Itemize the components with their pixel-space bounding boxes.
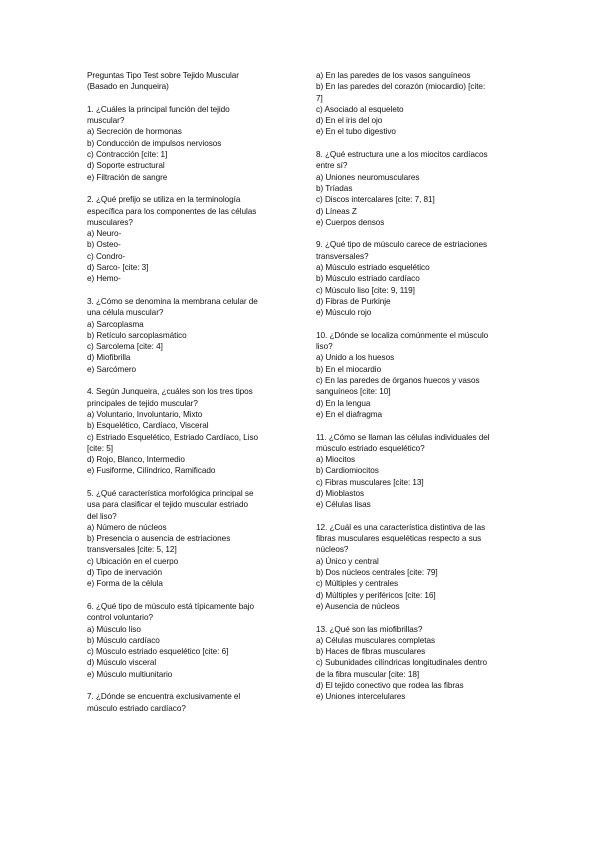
right-column-spacer bbox=[316, 612, 516, 623]
right-column-text-line: e) Músculo rojo bbox=[316, 308, 372, 318]
left-column-spacer bbox=[87, 285, 309, 296]
left-column-text-line: b) Osteo- bbox=[87, 240, 121, 250]
left-column-text-line: c) Sarcolema [cite: 4] bbox=[87, 342, 163, 352]
right-column-text-line: d) Mioblastos bbox=[316, 488, 365, 498]
left-column-spacer bbox=[87, 183, 309, 194]
right-column-spacer bbox=[316, 420, 516, 431]
left-column-spacer bbox=[87, 680, 309, 691]
left-column-text-line: b) Retículo sarcoplasmático bbox=[87, 330, 187, 340]
left-column-text-line: d) Sarco- [cite: 3] bbox=[87, 263, 149, 273]
left-column-text-line: c) Contracción [cite: 1] bbox=[87, 150, 168, 160]
left-column-text-line: 5. ¿Qué característica morfológica principal se bbox=[87, 488, 254, 498]
right-column-text-line: e) Cuerpos densos bbox=[316, 217, 385, 227]
right-column-text-line: d) En el iris del ojo bbox=[316, 116, 383, 126]
left-column-text-line: e) Forma de la célula bbox=[87, 579, 163, 589]
left-column-text-line: d) Miofibrilla bbox=[87, 353, 131, 363]
left-column bbox=[87, 70, 309, 714]
right-column-text-line: c) Discos intercalares [cite: 7, 81] bbox=[316, 195, 435, 205]
right-column-text-line: d) El tejido conectivo que rodea las fibras bbox=[316, 681, 464, 691]
left-column-text-line: a) Músculo liso bbox=[87, 624, 141, 634]
left-column-spacer bbox=[87, 590, 309, 601]
right-column-text-line: fibras musculares esqueléticas respecto a sus bbox=[316, 534, 482, 544]
left-column-text-line: c) Estriado Esquelético, Estriado Cardíaco, Liso bbox=[87, 432, 258, 442]
right-column-text-line: b) Haces de fibras musculares bbox=[316, 647, 426, 657]
right-column-text-line: b) Músculo estriado cardíaco bbox=[316, 274, 420, 284]
left-column-text-line: del liso? bbox=[87, 511, 117, 521]
left-column-text-line: b) Presencia o ausencia de estriaciones bbox=[87, 534, 231, 544]
right-column-text-line: 11. ¿Cómo se llaman las células individuales del bbox=[316, 432, 490, 442]
left-column-text-line: d) Rojo, Blanco, Intermedio bbox=[87, 455, 185, 465]
right-column-text-line: 9. ¿Qué tipo de músculo carece de estriaciones bbox=[316, 240, 488, 250]
right-column-text-line: sanguíneos [cite: 10] bbox=[316, 387, 391, 397]
right-column-text-line: c) En las paredes de órganos huecos y vasos bbox=[316, 376, 480, 386]
left-column-text-line: d) Tipo de inervación bbox=[87, 568, 162, 578]
right-column-text-line: c) Fibras musculares [cite: 13] bbox=[316, 477, 424, 487]
right-column-text-line: b) Tríadas bbox=[316, 183, 353, 193]
right-column-text-line: a) Unido a los huesos bbox=[316, 353, 395, 363]
right-column-text-line: e) Uniones intercelulares bbox=[316, 692, 406, 702]
left-column-text-line: específica para los componentes de las células bbox=[87, 206, 257, 216]
right-column bbox=[316, 70, 516, 703]
left-column-text-line: 3. ¿Cómo se denomina la membrana celular de bbox=[87, 296, 258, 306]
right-column-spacer bbox=[316, 511, 516, 522]
right-column-text-line: a) En las paredes de los vasos sanguíneos bbox=[316, 71, 471, 80]
right-column-text-line: d) Líneas Z bbox=[316, 206, 357, 216]
left-column-text-line: e) Hemo- bbox=[87, 274, 121, 284]
right-column-text-line: b) En el miocardio bbox=[316, 364, 382, 374]
right-column-text-line: a) Músculo estriado esquelético bbox=[316, 263, 430, 273]
right-column-text-line: d) Fibras de Purkinje bbox=[316, 296, 391, 306]
right-column-text-line: a) Uniones neuromusculares bbox=[316, 172, 420, 182]
right-column-text-line: a) Células musculares completas bbox=[316, 635, 436, 645]
left-column-text-line: a) Voluntario, Involuntario, Mixto bbox=[87, 409, 203, 419]
left-column-text-line: c) Condro- bbox=[87, 251, 126, 261]
right-column-text-line: c) Subunidades cilíndricas longitudinales dentro bbox=[316, 658, 488, 668]
left-column-text-line: 4. Según Junqueira, ¿cuáles son los tres tipos bbox=[87, 387, 253, 397]
right-column-text-line: e) Células lisas bbox=[316, 500, 371, 510]
left-column-text-line: d) Músculo visceral bbox=[87, 658, 157, 668]
left-column-spacer bbox=[87, 375, 309, 386]
right-column-text-line: d) Múltiples y periféricos [cite: 16] bbox=[316, 590, 436, 600]
right-column-text-line: 13. ¿Qué son las miofibrillas? bbox=[316, 624, 423, 634]
left-column-text-line: a) Secreción de hormonas bbox=[87, 127, 182, 137]
left-column-text-line: a) Número de núcleos bbox=[87, 522, 167, 532]
left-column-text-line: 7. ¿Dónde se encuentra exclusivamente el bbox=[87, 692, 241, 702]
left-column-text-line: (Basado en Junqueira) bbox=[87, 82, 169, 92]
right-column-text-line: e) En el diafragma bbox=[316, 409, 382, 419]
left-column-text-line: musculares? bbox=[87, 217, 133, 227]
right-column-text-line: c) Múltiples y centrales bbox=[316, 579, 399, 589]
left-column-text-line: d) Soporte estructural bbox=[87, 161, 165, 171]
right-column-text-line: b) En las paredes del corazón (miocardio) [cite: bbox=[316, 82, 486, 92]
right-column-text-line: c) Asociado al esqueleto bbox=[316, 104, 404, 114]
left-column-text-line: c) Músculo estriado esquelético [cite: 6] bbox=[87, 647, 229, 657]
right-column-text-line: músculo estriado esquelético? bbox=[316, 443, 425, 453]
right-column-text-line: b) Dos núcleos centrales [cite: 79] bbox=[316, 568, 438, 578]
right-column-text-line: de la fibra muscular [cite: 18] bbox=[316, 669, 420, 679]
left-column-text-line: principales de tejido muscular? bbox=[87, 398, 198, 408]
right-column-text-line: e) En el tubo digestivo bbox=[316, 127, 396, 137]
left-column-text-line: a) Sarcoplasma bbox=[87, 319, 144, 329]
right-column-text-line: 10. ¿Dónde se localiza comúnmente el músculo bbox=[316, 330, 489, 340]
left-column-text-line: 6. ¿Qué tipo de músculo está típicamente bajo bbox=[87, 601, 255, 611]
left-column-text-line: usa para clasificar el tejido muscular estriado bbox=[87, 500, 249, 510]
right-column-text-line: b) Cardiomiocitos bbox=[316, 466, 379, 476]
left-column-text-line: a) Neuro- bbox=[87, 229, 122, 239]
left-column-spacer bbox=[87, 477, 309, 488]
right-column-text-line: a) Miocitos bbox=[316, 455, 356, 465]
right-column-spacer bbox=[316, 319, 516, 330]
right-column-text-line: transversales? bbox=[316, 251, 369, 261]
left-column-text-line: control voluntario? bbox=[87, 613, 153, 623]
left-column-text-line: b) Esquelético, Cardíaco, Visceral bbox=[87, 421, 209, 431]
left-column-text-line: muscular? bbox=[87, 116, 125, 126]
right-column-text-line: 8. ¿Qué estructura une a los miocitos cardíacos bbox=[316, 150, 488, 160]
left-column-text-line: Preguntas Tipo Test sobre Tejido Muscular bbox=[87, 71, 239, 80]
right-column-text-line: liso? bbox=[316, 342, 333, 352]
left-column-text-line: una célula muscular? bbox=[87, 308, 164, 318]
left-column-text-line: b) Músculo cardíaco bbox=[87, 635, 160, 645]
left-column-text-line: c) Ubicación en el cuerpo bbox=[87, 556, 179, 566]
left-column-text-line: e) Filtración de sangre bbox=[87, 172, 168, 182]
left-column-text-line: transversales [cite: 5, 12] bbox=[87, 545, 177, 555]
right-column-text-line: 7] bbox=[316, 93, 323, 103]
left-column-text-line: músculo estriado cardíaco? bbox=[87, 703, 186, 713]
right-column-text-line: 12. ¿Cuál es una característica distintiva de las bbox=[316, 522, 486, 532]
right-column-text-line: núcleos? bbox=[316, 545, 349, 555]
right-column-spacer bbox=[316, 138, 516, 149]
right-column-text-line: d) En la lengua bbox=[316, 398, 371, 408]
right-column-text-line: entre sí? bbox=[316, 161, 348, 171]
right-column-text-line: c) Músculo liso [cite: 9, 119] bbox=[316, 285, 415, 295]
left-column-text-line: 2. ¿Qué prefijo se utiliza en la terminología bbox=[87, 195, 241, 205]
left-column-text-line: e) Fusiforme, Cilíndrico, Ramificado bbox=[87, 466, 216, 476]
left-column-text-line: e) Músculo multiunitario bbox=[87, 669, 173, 679]
left-column-text-line: [cite: 5] bbox=[87, 443, 113, 453]
left-column-text-line: e) Sarcómero bbox=[87, 364, 136, 374]
right-column-text-line: e) Ausencia de núcleos bbox=[316, 601, 400, 611]
right-column-text-line: a) Único y central bbox=[316, 556, 379, 566]
right-column-spacer bbox=[316, 228, 516, 239]
left-column-text-line: 1. ¿Cuáles la principal función del tejido bbox=[87, 104, 230, 114]
left-column-spacer bbox=[87, 93, 309, 104]
left-column-text-line: b) Conducción de impulsos nerviosos bbox=[87, 138, 222, 148]
